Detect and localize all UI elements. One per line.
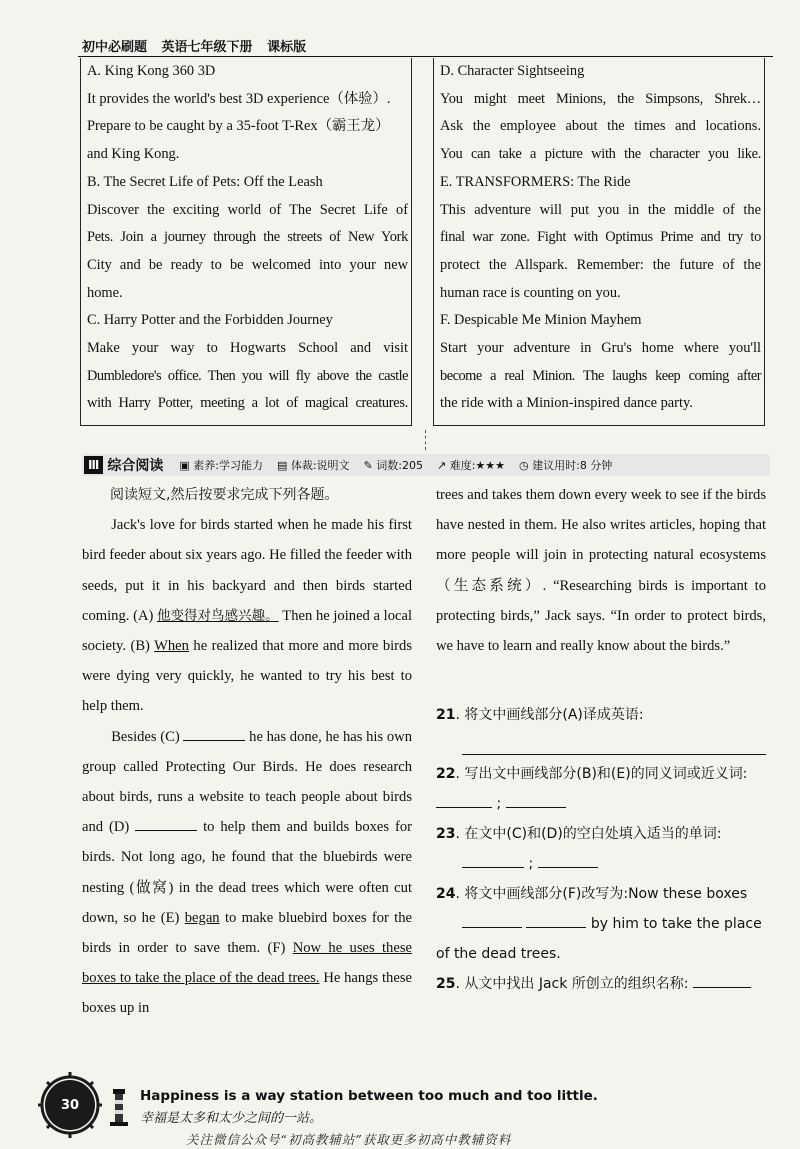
question-24: 24. 将文中画线部分(F)改写为:Now these boxes by him to take the place of the dead trees.	[436, 886, 762, 962]
question-23: 23. 在文中(C)和(D)的空白处填入适当的单词: ;	[436, 826, 722, 872]
footer-quote-en: Happiness is a way station between too much and too little.	[140, 1088, 598, 1104]
left-attractions-box	[80, 58, 412, 426]
box-line: and King Kong.	[87, 146, 180, 163]
answer-25[interactable]	[693, 973, 751, 988]
column-divider	[425, 430, 426, 450]
question-25: 25. 从文中找出 Jack 所创立的组织名称:	[436, 969, 768, 999]
answer-23-d[interactable]	[538, 853, 598, 868]
box-line: E. TRANSFORMERS: The Ride	[440, 173, 631, 190]
section-title: 综合阅读	[107, 458, 164, 474]
right-attractions-box	[433, 58, 765, 426]
paragraph-3: trees and takes them down every week to see if the birds have nested in them. He also writes articles, hoping that more people will join in protecting natural ecosystems（生态系统）. “Researching birds is important to protecting birds,” Jack says. “In order to protect birds, we have to learn and really know about the birds.”	[436, 487, 766, 655]
box-line: final war zone. Fight with Optimus Prime and try to	[440, 229, 761, 246]
box-line: City and be ready to be welcomed into your new	[87, 256, 408, 273]
box-line: home.	[87, 284, 123, 301]
box-line: This adventure will put you in the middle of the	[440, 201, 761, 218]
underline-a: 他变得对鸟感兴趣。	[157, 607, 279, 624]
section-number: Ⅲ	[84, 456, 103, 474]
box-line: C. Harry Potter and the Forbidden Journey	[87, 312, 333, 329]
section-bar	[82, 454, 770, 476]
footer-quote-cn: 幸福是太多和太少之间的一站。	[140, 1111, 323, 1126]
passage-left-column	[82, 480, 412, 1024]
box-line: human race is counting on you.	[440, 284, 621, 301]
page-number: 30	[60, 1097, 80, 1113]
underline-e: began	[184, 909, 220, 926]
box-line: You can take a picture with the character you like.	[440, 146, 761, 163]
literacy-label: ▣ 素养:学习能力	[179, 459, 263, 472]
box-line: the ride with a Minion-inspired dance party.	[440, 395, 693, 412]
answer-22-b[interactable]	[436, 793, 492, 808]
header-rule	[78, 56, 773, 57]
header-subject: 英语七年级下册	[161, 40, 253, 55]
paragraph-2: Besides (C) he has done, he has his own group called Protecting Our Birds. He does research about birds, runs a website to teach people about birds and (D) to help them and builds boxes for birds. Not long ago, he found that the bluebirds were nesting (做窝) in the dead trees which were often cut down, so he (E) began to make bluebird boxes for the birds in order to save them. (F) Now he uses these boxes to take the place of the dead trees. He hangs these boxes up in	[82, 722, 412, 1024]
question-22: 22. 写出文中画线部分(B)和(E)的同义词或近义词: ;	[436, 766, 748, 812]
box-line: Make your way to Hogwarts School and visit	[87, 340, 408, 357]
paragraph-1: Jack's love for birds started when he made his first bird feeder about six years ago. He filled the feeder with seeds, put it in his backyard and then birds started coming. (A) 他变得对鸟感兴趣。 Then he joined a local society. (B) When he realized that more and more birds were dying very quickly, he wanted to try his best to help them.	[82, 517, 413, 715]
box-line: protect the Allspark. Remember: the future of the	[440, 256, 761, 273]
box-line: Start your adventure in Gru's home where you'll	[440, 340, 761, 357]
answer-22-e[interactable]	[506, 793, 566, 808]
answer-line-21[interactable]	[462, 738, 766, 755]
box-line: B. The Secret Life of Pets: Off the Leash	[87, 173, 323, 190]
time-label: ◷ 建议用时:8 分钟	[519, 459, 613, 472]
box-line: become a real Minion. The laughs keep coming after	[440, 367, 761, 384]
lighthouse-icon	[108, 1086, 130, 1126]
box-line: Prepare to be caught by a 35-foot T-Rex（霸王龙）	[87, 118, 390, 135]
questions	[436, 700, 768, 999]
underline-f: Now he uses these boxes to take the place of the dead trees.	[82, 940, 412, 987]
word-count-label: ✎ 词数:205	[363, 459, 423, 472]
footer-note: 关注微信公众号“初高教辅站”获取更多初高中教辅资料	[186, 1132, 512, 1147]
ship-wheel-icon	[38, 1072, 102, 1138]
underline-b: When	[154, 638, 189, 655]
box-line: A. King Kong 360 3D	[87, 63, 216, 79]
header-edition: 课标版	[267, 40, 307, 55]
passage-right-column	[436, 480, 766, 661]
running-header	[82, 36, 316, 55]
difficulty-label: ↗ 难度:★★★	[436, 459, 505, 472]
box-line: with Harry Potter, meeting a lot of magical creatures.	[87, 395, 408, 412]
instruction: 阅读短文,然后按要求完成下列各题。	[110, 487, 339, 503]
box-line: Discover the exciting world of The Secret Life of	[87, 201, 408, 218]
box-line: Pets. Join a journey through the streets of New York	[87, 229, 408, 246]
header-book: 初中必刷题	[82, 40, 148, 55]
box-line: Dumbledore's office. Then you will fly above the castle	[87, 367, 408, 384]
box-line: You might meet Minions, the Simpsons, Shrek…	[440, 90, 761, 107]
blank-d[interactable]	[135, 816, 197, 832]
box-line: F. Despicable Me Minion Mayhem	[440, 312, 642, 329]
answer-23-c[interactable]	[462, 853, 524, 868]
question-21: 21. 将文中画线部分(A)译成英语:	[436, 707, 644, 723]
genre-label: ▤ 体裁:说明文	[276, 459, 350, 472]
answer-24-b[interactable]	[526, 913, 586, 928]
blank-c[interactable]	[183, 725, 245, 741]
box-line: D. Character Sightseeing	[440, 63, 585, 79]
box-line: Ask the employee about the times and locations.	[440, 118, 761, 135]
box-line: It provides the world's best 3D experience（体验）.	[87, 90, 391, 107]
answer-24-a[interactable]	[462, 913, 522, 928]
